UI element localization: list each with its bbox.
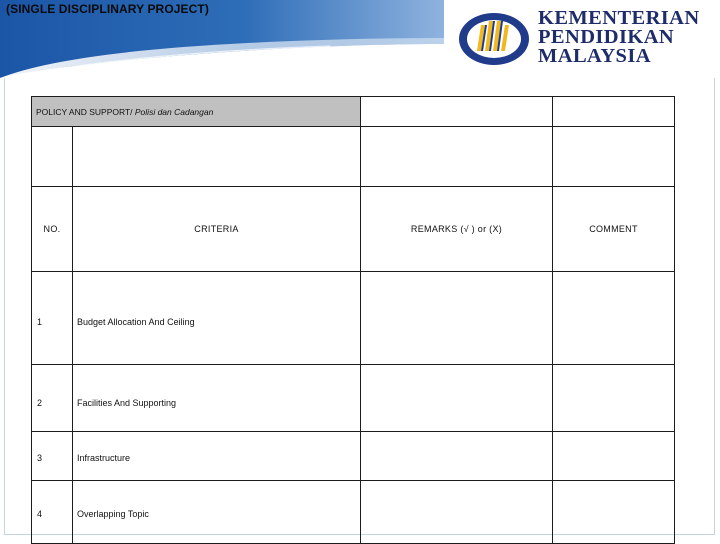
comment-cell[interactable] [553,365,675,432]
row-criteria: Overlapping Topic [73,481,361,544]
table-cell [553,97,675,127]
ministry-name [538,9,700,66]
remarks-cell[interactable] [361,432,553,481]
table-row [32,365,675,432]
table-cell [361,127,553,187]
remarks-cell[interactable] [361,272,553,365]
remarks-cell[interactable] [361,481,553,544]
row-number: 2 [32,365,73,432]
table-row [32,272,675,365]
table-row [32,432,675,481]
header-band [0,0,444,82]
row-criteria: Facilities And Supporting [73,365,361,432]
table-cell [32,127,73,187]
policy-label-malay: Polisi dan Cadangan [132,106,214,117]
comment-cell[interactable] [553,432,675,481]
table-row [32,127,675,187]
comment-cell[interactable] [553,272,675,365]
row-number: 4 [32,481,73,544]
ministry-emblem-icon [457,11,531,67]
header-remarks: REMARKS (√ ) or (X) [361,187,553,272]
row-criteria: Infrastructure [73,432,361,481]
table-row [32,481,675,544]
criteria-table [31,96,675,544]
remarks-cell[interactable] [361,365,553,432]
row-criteria: Budget Allocation And Ceiling [73,272,361,365]
logo-line-2: PENDIDIKAN [538,26,675,48]
table-header-row [32,187,675,272]
logo-line-1: KEMENTERIAN [538,7,700,29]
header-no: NO. [32,187,73,272]
table-row [32,97,675,127]
policy-label: POLICY AND SUPPORT/ [36,106,133,117]
table-cell [553,127,675,187]
header-criteria: CRITERIA [73,187,361,272]
header-comment: COMMENT [553,187,675,272]
ministry-logo [444,0,720,78]
logo-line-3: MALAYSIA [538,45,651,67]
comment-cell[interactable] [553,481,675,544]
policy-section-cell [32,97,361,127]
row-number: 3 [32,432,73,481]
project-title: (SINGLE DISCIPLINARY PROJECT) [6,2,209,16]
row-number: 1 [32,272,73,365]
table-cell [73,127,361,187]
table-cell [361,97,553,127]
